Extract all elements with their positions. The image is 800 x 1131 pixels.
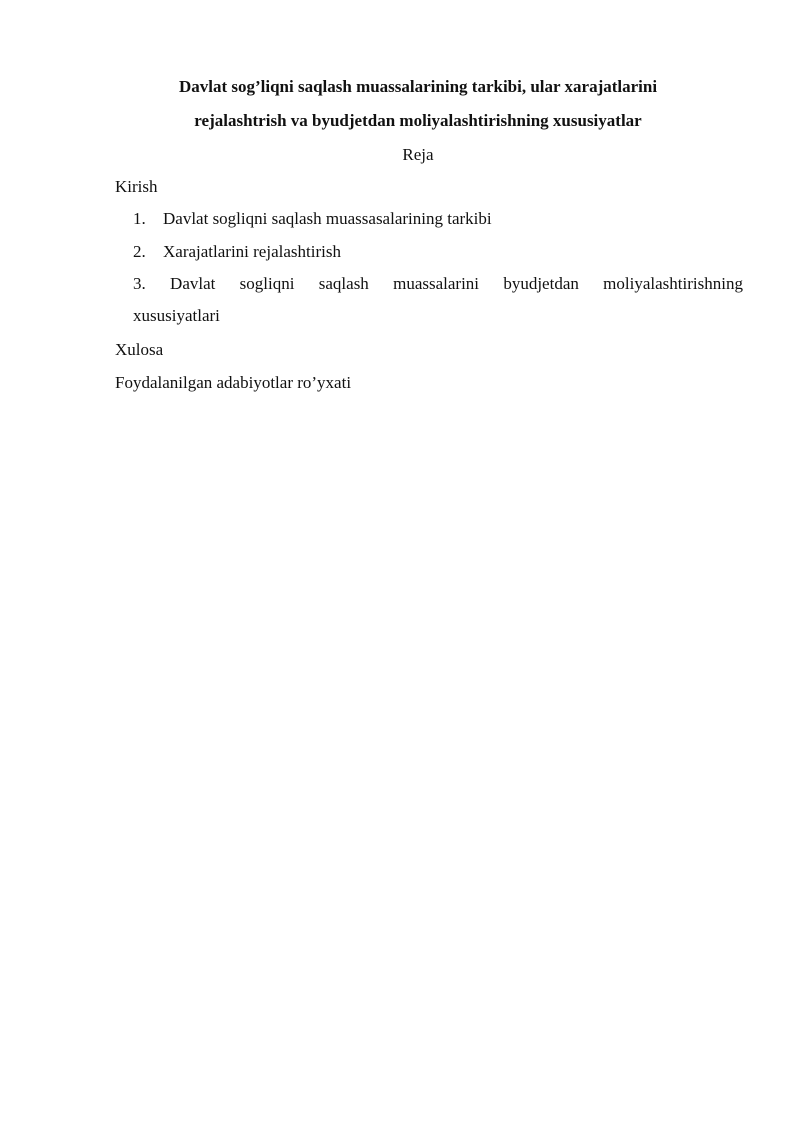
list-item-text: Davlat sogliqni saqlash muassasalarining tarkibi <box>163 209 492 228</box>
list-item-word: saqlash <box>318 274 369 293</box>
list-item <box>133 208 492 230</box>
document-title-line-2: rejalashtrish va byudjetdan moliyalashtirishning xususiyatlar <box>194 111 642 130</box>
list-item-first-line <box>133 273 743 295</box>
list-item-word: byudjetdan <box>503 274 579 293</box>
list-item-continuation: xususiyatlari <box>133 306 220 325</box>
plan-heading: Reja <box>402 145 434 164</box>
references-heading: Foydalanilgan adabiyotlar ro’yxati <box>115 373 352 392</box>
list-item <box>133 273 743 327</box>
document-title-line-1: Davlat sog’liqni saqlash muassalarining tarkibi, ular xarajatlarini <box>178 77 658 96</box>
list-item-number: 3. <box>133 274 146 293</box>
conclusion-heading: Xulosa <box>115 340 164 359</box>
list-item-text: Xarajatlarini rejalashtirish <box>163 242 341 261</box>
list-item-word: muassalarini <box>393 274 480 293</box>
list-item-number: 2. <box>133 242 146 261</box>
list-item-word: Davlat <box>170 274 216 293</box>
list-item-word: moliyalashtirishning <box>603 274 743 293</box>
list-item-word: sogliqni <box>239 274 295 293</box>
list-item <box>133 241 341 263</box>
intro-heading: Kirish <box>115 177 158 196</box>
list-item-number: 1. <box>133 209 146 228</box>
